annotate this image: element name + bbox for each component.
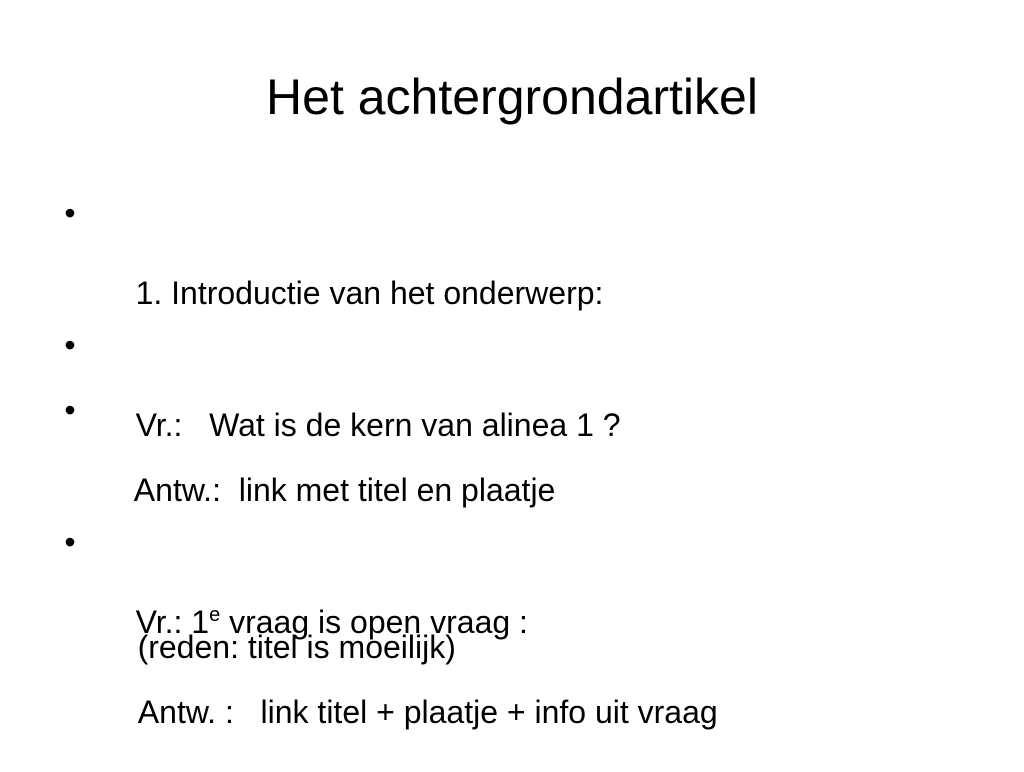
line-text: Antw.: link met titel en plaatje bbox=[133, 472, 556, 508]
bullet-icon: • bbox=[64, 195, 76, 231]
line-text: (reden: titel is moeilijk) bbox=[137, 629, 456, 665]
ordinal-superscript: e bbox=[209, 604, 221, 626]
line-text: 1. Introductie van het onderwerp: bbox=[135, 275, 604, 311]
slide-title: Het achtergrondartikel bbox=[266, 69, 758, 125]
line-text: Antw. : link titel + plaatje + info uit vraag bbox=[137, 694, 718, 730]
bullet-icon: • bbox=[64, 327, 76, 363]
bullet-icon: • bbox=[64, 392, 76, 428]
continuation-line-answer-2 bbox=[104, 652, 718, 772]
line-text-prefix: Vr.: 1 bbox=[135, 604, 210, 640]
bullet-icon: • bbox=[64, 524, 76, 560]
line-text: Vr.: Wat is de kern van alinea 1 ? bbox=[135, 407, 621, 443]
line-text-suffix: vraag is open vraag : bbox=[220, 604, 528, 640]
